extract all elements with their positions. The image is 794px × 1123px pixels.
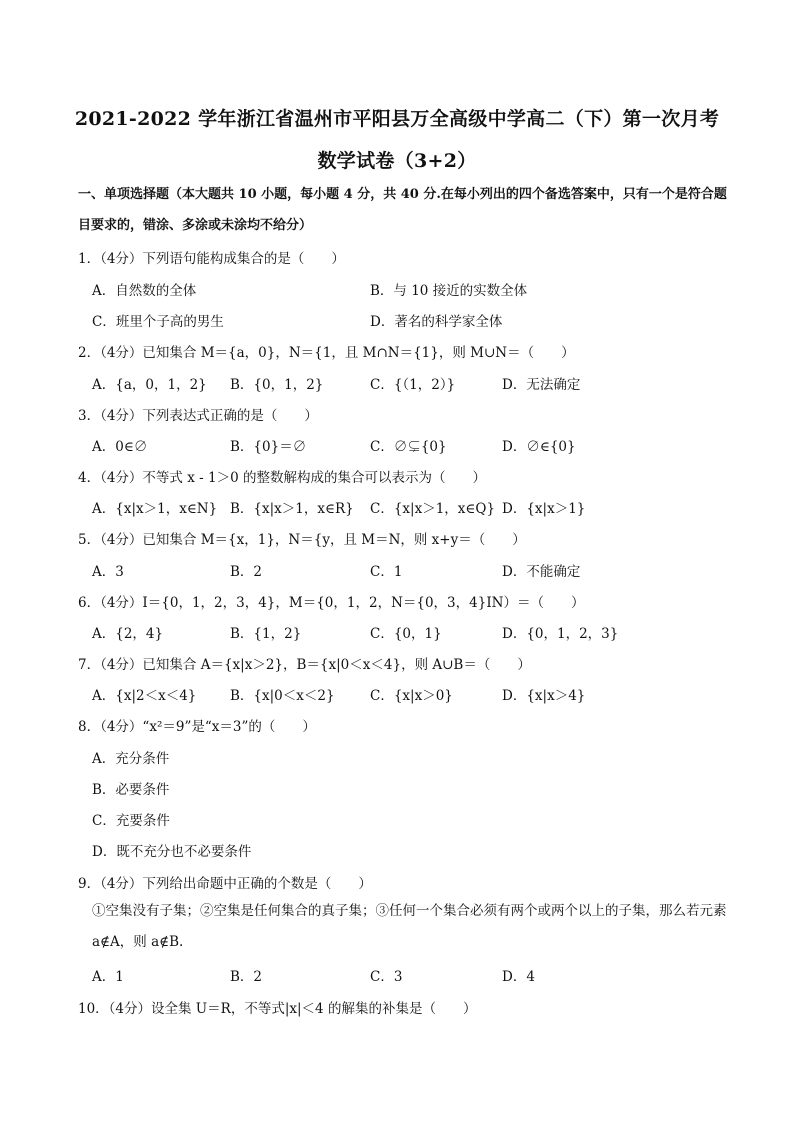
- question-6-option-d: D．{0，1，2，3}: [502, 626, 619, 642]
- question-6-option-b: B．{1，2}: [230, 626, 302, 642]
- question-4-stem: 4．（4分）不等式 x - 1＞0 的整数解构成的集合可以表示为（ ）: [78, 470, 486, 486]
- question-9-statements: ①空集没有子集；②空集是任何集合的真子集；③任何一个集合必须有两个或两个以上的子集，那么若元素 a∉A，则 a∉B.: [92, 903, 727, 950]
- question-1-option-b: B．与 10 接近的实数全体: [370, 283, 528, 299]
- question-1-option-d: D．著名的科学家全体: [370, 314, 503, 330]
- question-3-option-b: B．{0}＝∅: [230, 439, 307, 455]
- question-4-option-a: A．{x|x＞1，x∈N}: [92, 501, 218, 517]
- question-8-option-a: A．充分条件: [92, 751, 170, 767]
- question-1-stem: 1．（4分）下列语句能构成集合的是（ ）: [78, 251, 345, 267]
- question-6-stem: 6．（4分）I＝{0，1，2，3，4}，M＝{0，1，2，N＝{0，3，4}IN）＝（ ）: [78, 595, 585, 611]
- question-1-option-a: A．自然数的全体: [92, 283, 197, 299]
- question-2-stem: 2．（4分）已知集合 M＝{a，0}，N＝{1，且 M∩N＝{1}，则 M∪N＝（ ）: [78, 345, 575, 361]
- question-8-stem: 8．（4分）“x²＝9”是“x＝3”的（ ）: [78, 719, 316, 735]
- question-3-option-a: A．0∈∅: [92, 439, 148, 455]
- question-8-option-d: D．既不充分也不必要条件: [92, 844, 252, 860]
- question-8-option-b: B．必要条件: [92, 782, 170, 798]
- question-3-option-d: D．∅∈{0}: [502, 439, 576, 455]
- question-5-option-d: D．不能确定: [502, 564, 581, 580]
- question-6-option-c: C．{0，1}: [370, 626, 442, 642]
- question-2-option-c: C．{（1，2）}: [370, 377, 456, 393]
- exam-title: 2021-2022 学年浙江省温州市平阳县万全高级中学高二（下）第一次月考: [74, 108, 720, 130]
- question-3-option-c: C．∅⊊{0}: [370, 439, 447, 455]
- question-5-option-c: C．1: [370, 564, 403, 580]
- question-9-option-a: A．1: [92, 969, 124, 985]
- question-4-option-d: D．{x|x＞1}: [502, 501, 586, 517]
- question-7-option-c: C．{x|x＞0}: [370, 688, 453, 704]
- question-5-stem: 5．（4分）已知集合 M＝{x，1}，N＝{y，且 M＝N，则 x+y＝（ ）: [78, 532, 526, 548]
- question-8-option-c: C．充要条件: [92, 813, 170, 829]
- question-9-option-d: D．4: [502, 969, 535, 985]
- question-7-option-b: B．{x|0＜x＜2}: [230, 688, 335, 704]
- question-2-option-b: B．{0，1，2}: [230, 377, 324, 393]
- question-5-option-b: B．2: [230, 564, 263, 580]
- question-9-option-c: C．3: [370, 969, 403, 985]
- question-2-option-a: A．{a，0，1，2}: [92, 377, 207, 393]
- question-4-option-c: C．{x|x＞1，x∈Q}: [370, 501, 496, 517]
- question-2-option-d: D．无法确定: [502, 377, 581, 393]
- exam-subtitle: 数学试卷（3+2）: [317, 150, 477, 172]
- question-9-option-b: B．2: [230, 969, 263, 985]
- question-9-stem: 9．（4分）下列给出命题中正确的个数是（ ）: [78, 876, 372, 892]
- question-10-stem: 10．（4分）设全集 U＝R，不等式|x|＜4 的解集的补集是（ ）: [78, 1001, 477, 1017]
- question-3-stem: 3．（4分）下列表达式正确的是（ ）: [78, 408, 318, 424]
- question-5-option-a: A．3: [92, 564, 124, 580]
- question-4-option-b: B．{x|x＞1，x∈R}: [230, 501, 354, 517]
- section-heading: 一、单项选择题（本大题共 10 小题，每小题 4 分，共 40 分.在每小列出的四个备选答案中，只有一个是符合题目要求的，错涂、多涂或未涂均不给分）: [78, 187, 727, 233]
- question-1-option-c: C．班里个子高的男生: [92, 314, 224, 330]
- question-7-option-d: D．{x|x＞4}: [502, 688, 586, 704]
- question-7-stem: 7．（4分）已知集合 A＝{x|x＞2}，B＝{x|0＜x＜4}，则 A∪B＝（ ）: [78, 657, 531, 673]
- question-6-option-a: A．{2，4}: [92, 626, 164, 642]
- question-7-option-a: A．{x|2＜x＜4}: [92, 688, 197, 704]
